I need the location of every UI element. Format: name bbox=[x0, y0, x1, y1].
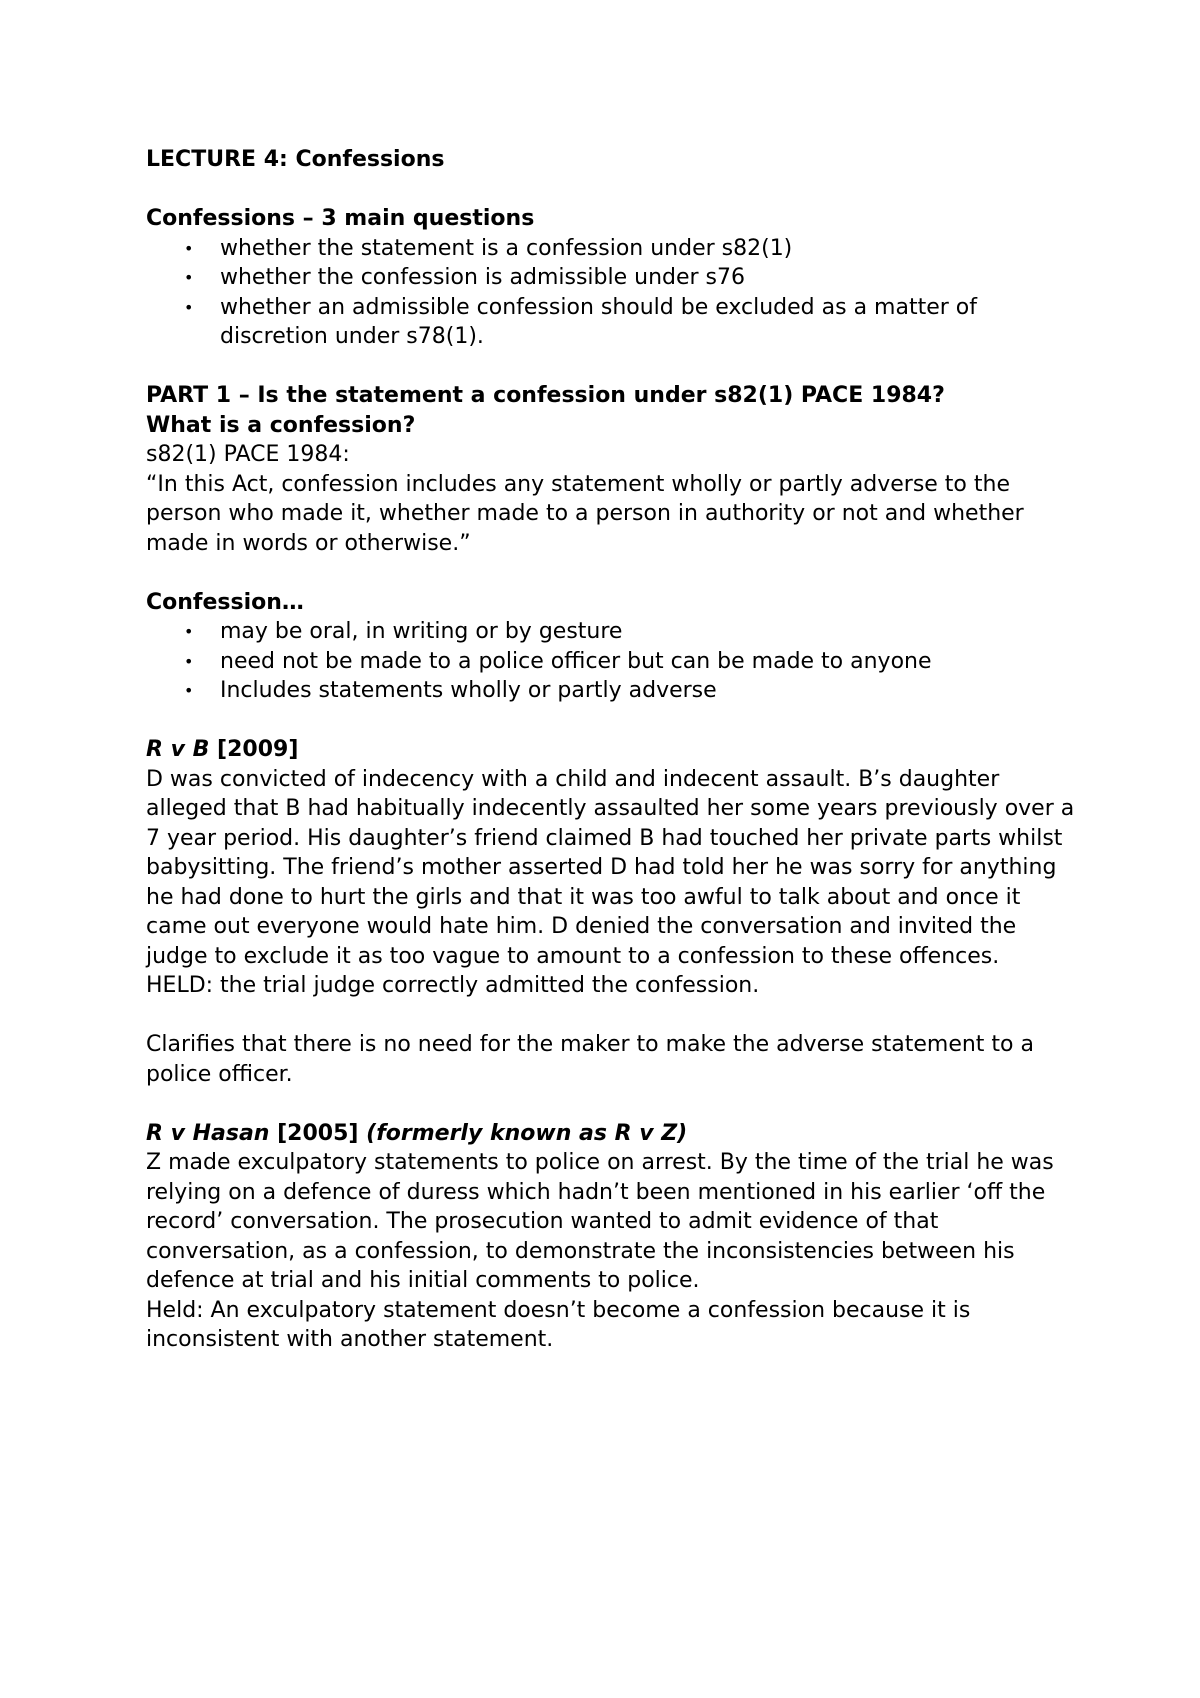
bullet-icon: • bbox=[184, 268, 194, 287]
statute-ref: s82(1) PACE 1984: bbox=[146, 442, 350, 467]
case-rvb-facts: D was convicted of indecency with a child and indecent assault. B’s daughter alleged that B had habitually indecently assaulted her some years previously over a 7 year period. His daughter’s friend claimed B had touched her private parts whilst babysitting. The friend’s mother asserted D had told her he was sorry for anything he had done to hurt the girls and that it was too awful to talk about and once it came out everyone would hate him. D denied the conversation and invited the judge to exclude it as too vague to amount to a confession to these offences. bbox=[146, 766, 1075, 969]
confession-heading: Confession… bbox=[146, 589, 304, 615]
case-rvb-note: Clarifies that there is no need for the maker to make the adverse statement to a police officer. bbox=[146, 1032, 1034, 1087]
list-item: • whether the confession is admissible under s76 bbox=[146, 263, 1076, 293]
case-name: R v B bbox=[146, 737, 210, 762]
case-hasan-held: Held: An exculpatory statement doesn’t become a confession because it is inconsistent with another statement. bbox=[146, 1297, 971, 1352]
spacer bbox=[146, 706, 1076, 736]
part1-heading: PART 1 – Is the statement a confession under s82(1) PACE 1984? bbox=[146, 383, 945, 408]
case-year: [2005] bbox=[269, 1120, 367, 1146]
bullet-icon: • bbox=[184, 297, 194, 317]
intro-list bbox=[146, 234, 1076, 352]
list-item: • need not be made to a police officer but can be made to anyone bbox=[146, 647, 1076, 677]
intro-heading: Confessions – 3 main questions bbox=[146, 206, 535, 231]
list-item: • whether the statement is a confession under s82(1) bbox=[146, 234, 1076, 264]
case-name: R v Hasan bbox=[146, 1120, 270, 1146]
case-aka: (formerly known as R v Z) bbox=[366, 1120, 688, 1146]
case-rvb-heading bbox=[146, 735, 1076, 765]
bullet-icon: • bbox=[184, 651, 194, 671]
part1-subheading: What is a confession? bbox=[146, 412, 416, 438]
spacer bbox=[146, 175, 1076, 205]
statute-quote: “In this Act, confession includes any statement wholly or partly adverse to the person who made it, whether made to a person in authority or not and whether made in words or otherwise.” bbox=[146, 471, 1024, 556]
spacer bbox=[146, 1089, 1076, 1119]
bullet-icon: • bbox=[184, 622, 194, 641]
bullet-icon: • bbox=[184, 238, 194, 258]
list-item: • may be oral, in writing or by gesture bbox=[146, 617, 1076, 647]
spacer bbox=[146, 558, 1076, 588]
list-item: • whether an admissible confession should be excluded as a matter of discretion under s78(1). bbox=[184, 294, 977, 349]
spacer bbox=[146, 1001, 1076, 1031]
document-body bbox=[146, 145, 1076, 1355]
spacer bbox=[146, 352, 1076, 382]
bullet-icon: • bbox=[184, 681, 194, 700]
case-year: [2009] bbox=[209, 737, 299, 762]
confession-list bbox=[146, 617, 1076, 706]
list-item: • Includes statements wholly or partly adverse bbox=[146, 676, 1076, 706]
case-hasan-facts: Z made exculpatory statements to police on arrest. By the time of the trial he was relying on a defence of duress which hadn’t been mentioned in his earlier ‘off the record’ conversation. The prosecution wanted to admit evidence of that conversation, as a confession, to demonstrate the inconsistencies between his defence at trial and his initial comments to police. bbox=[146, 1150, 1054, 1293]
case-rvb-held: HELD: the trial judge correctly admitted the confession. bbox=[146, 973, 760, 998]
case-hasan-heading bbox=[146, 1119, 1076, 1149]
lecture-title: LECTURE 4: Confessions bbox=[146, 147, 445, 172]
